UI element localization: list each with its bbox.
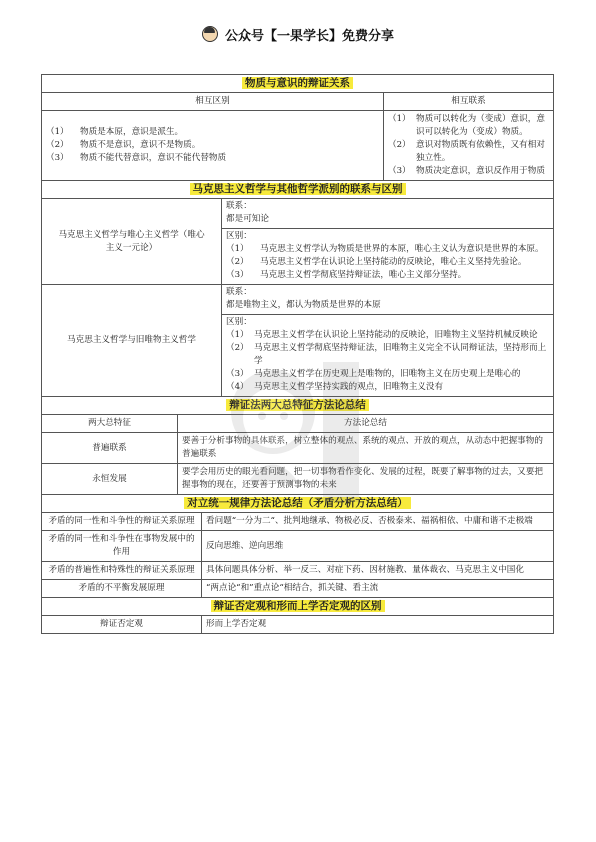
avatar-icon [202,26,218,42]
list-item: （1） 马克思主义哲学在认识论上坚持能动的反映论，旧唯物主义坚持机械反映论 [226,330,538,340]
list-item: （2） 意识对物质既有依赖性，又有相对独立性。 [388,140,545,163]
column-header: 两大总特征 [42,415,178,433]
contradiction-method-table [41,494,554,598]
list-item: （1） 物质可以转化为（变成）意识，意识可以转化为（变成）物质。 [388,114,545,137]
list-item: （2） 马克思主义哲学彻底坚持辩证法，旧唯物主义完全不认同辩证法，坚持形而上学 [226,343,547,366]
section-title: 马克思主义哲学与其他哲学派别的联系与区别 [190,183,406,195]
diff-label: 区别： [226,231,252,241]
link-label: 联系： [226,201,252,211]
section-row [42,397,554,415]
section-row [42,495,554,513]
matter-consciousness-table [41,74,554,181]
header-text: 公众号【一果学长】免费分享 [224,28,394,44]
list-item: （3） 物质不能代替意识，意识不能代替物质 [46,153,227,163]
column-header: 相互区别 [42,93,384,111]
list-item: （2） 物质不是意识，意识不是物质。 [46,140,201,150]
row-header: 马克思主义哲学与旧唯物主义哲学 [42,285,222,397]
column-header: 辩证否定观 [42,616,202,634]
list-item: （3） 马克思主义哲学彻底坚持辩证法，唯心主义部分坚持。 [226,270,467,280]
list-item: （4） 马克思主义哲学坚持实践的观点，旧唯物主义没有 [226,382,444,392]
link-text: 都是可知论 [226,214,269,224]
list-item: （3） 物质决定意识，意识反作用于物质 [388,166,545,176]
section-title: 辩证否定观和形而上学否定观的区别 [211,600,385,612]
list-item: （3） 马克思主义哲学在历史观上是唯物的，旧唯物主义在历史观上是唯心的 [226,369,521,379]
philosophy-comparison-table [41,180,554,397]
table-row: 矛盾的不平衡发展原理 “两点论“和”重点论“相结合，抓关键、看主流 [42,580,554,598]
negation-table [41,597,554,634]
column-header: 形而上学否定观 [202,616,554,634]
list-item: （1） 物质是本原，意识是派生。 [46,127,184,137]
document-body [41,74,553,634]
table-row: 矛盾的同一性和斗争性的辩证关系原理 看问题“一分为二“、批判地继承、物极必反、否极泰来、福祸相依、中庸和谐不走极端 [42,513,554,531]
comparison-cell [222,285,554,397]
list-item: （1） 马克思主义哲学认为物质是世界的本原，唯心主义认为意识是世界的本原。 [226,244,544,254]
section-title: 物质与意识的辩证关系 [242,77,353,89]
table-row: 永恒发展 要学会用历史的眼光看问题，把一切事物看作变化、发展的过程，既要了解事物的过去，又要把握事物的现在，还要善于预测事物的未来 [42,464,554,495]
difference-cell [42,111,384,181]
comparison-cell [222,199,554,285]
link-cell [384,111,554,181]
link-text: 都是唯物主义，都认为物质是世界的本原 [226,300,381,310]
row-header: 马克思主义哲学与唯心主义哲学（唯心主义一元论） [42,199,222,285]
table-row: 矛盾的同一性和斗争性在事物发展中的作用 反向思维、逆向思维 [42,531,554,562]
link-label: 联系： [226,287,252,297]
table-row: 普遍联系 要善于分析事物的具体联系，树立整体的观点、系统的观点、开放的观点，从动态中把握事物的普遍联系 [42,433,554,464]
table-row: 矛盾的普遍性和特殊性的辩证关系原理 具体问题具体分析、举一反三、对症下药、因材施教、量体裁衣、马克思主义中国化 [42,562,554,580]
section-title: 辩证法两大总特征方法论总结 [226,399,369,411]
list-item: （2） 马克思主义哲学在认识论上坚持能动的反映论，唯心主义坚持先验论。 [226,257,527,267]
section-row [42,598,554,616]
section-title: 对立统一规律方法论总结（矛盾分析方法总结） [184,497,411,509]
section-row [42,181,554,199]
table-row [42,616,554,634]
diff-label: 区别： [226,317,252,327]
section-row [42,75,554,93]
column-header: 相互联系 [384,93,554,111]
column-header: 方法论总结 [178,415,554,433]
page-header [0,22,596,46]
dialectics-method-table [41,396,554,495]
